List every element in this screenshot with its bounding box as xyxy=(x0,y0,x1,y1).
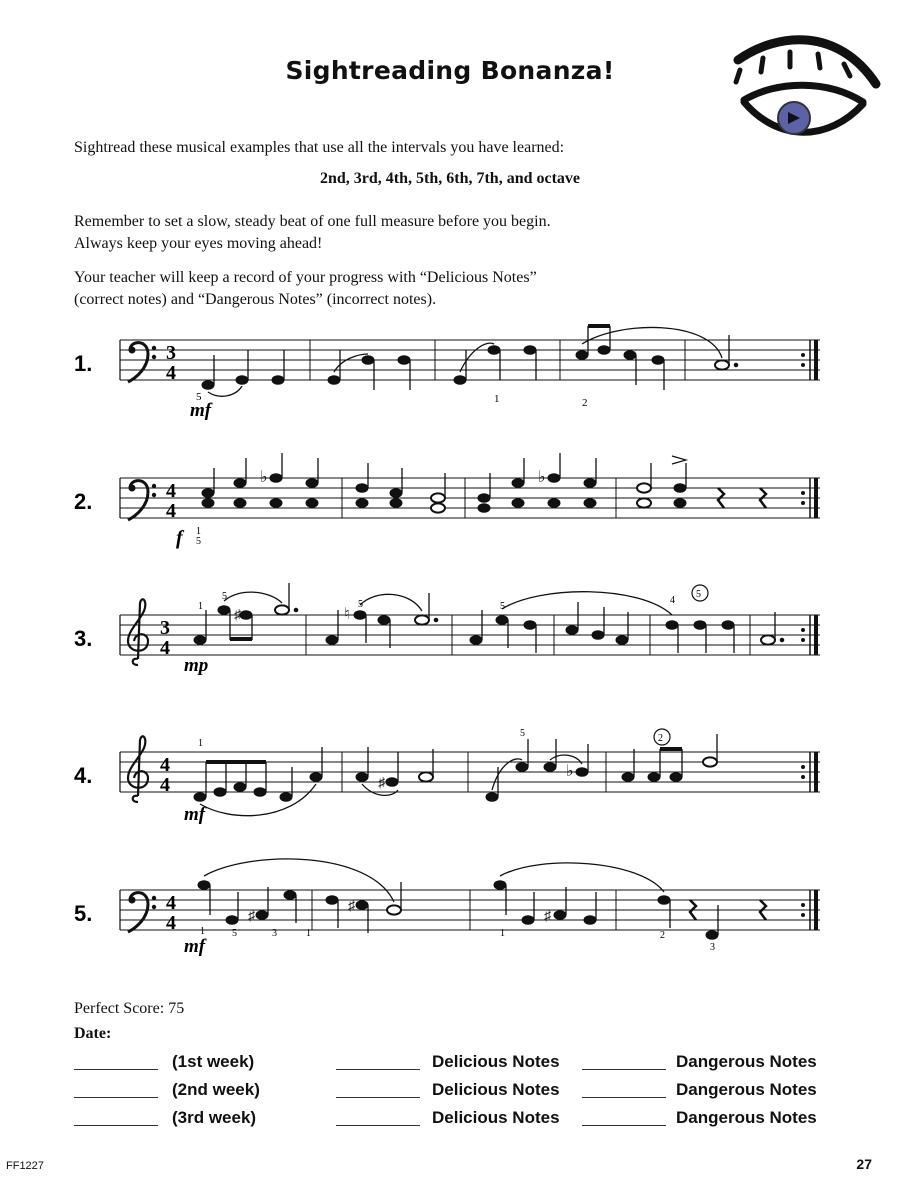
date-blank[interactable] xyxy=(74,1068,158,1070)
fingering: 5 xyxy=(520,728,525,739)
exercise-2 xyxy=(74,453,820,549)
fingering: 5 xyxy=(222,591,227,602)
fingering: 3 xyxy=(710,942,715,953)
teacher-text-1: Your teacher will keep a record of your progress with “Delicious Notes” xyxy=(74,269,537,286)
time-bottom: 4 xyxy=(166,912,176,934)
fingering: 1 xyxy=(500,928,505,939)
fingering: 5 xyxy=(196,536,201,547)
eye-icon xyxy=(728,22,888,152)
dynamic: mf xyxy=(184,936,206,957)
fingering: 5 xyxy=(196,391,202,403)
dangerous-blank[interactable] xyxy=(582,1124,666,1126)
exercise-number: 4. xyxy=(74,763,93,788)
dangerous-label: Dangerous Notes xyxy=(676,1108,817,1127)
dynamic: mf xyxy=(190,400,212,421)
week-label: (1st week) xyxy=(172,1052,255,1071)
dangerous-label: Dangerous Notes xyxy=(676,1052,817,1071)
fingering: 5 xyxy=(696,589,701,600)
fingering: 4 xyxy=(670,595,675,606)
fingering: 1 xyxy=(198,601,203,612)
fingering: 3 xyxy=(272,928,277,939)
delicious-blank[interactable] xyxy=(336,1096,420,1098)
fingering: 5 xyxy=(358,599,363,610)
intro-text: Sightread these musical examples that use all the intervals you have learned: xyxy=(74,139,565,156)
progress-row xyxy=(74,1080,834,1104)
time-bottom: 4 xyxy=(160,637,170,659)
svg-text:♯: ♯ xyxy=(378,776,385,791)
week-label: (3rd week) xyxy=(172,1108,257,1127)
delicious-label: Delicious Notes xyxy=(432,1108,560,1127)
page-title: Sightreading Bonanza! xyxy=(285,56,615,85)
perfect-score-value: 75 xyxy=(168,1000,185,1017)
exercise-number: 2. xyxy=(74,489,93,514)
exercise-number: 3. xyxy=(74,626,93,651)
delicious-blank[interactable] xyxy=(336,1124,420,1126)
progress-row xyxy=(74,1108,834,1132)
svg-text:♯: ♯ xyxy=(234,608,241,623)
fingering: 1 xyxy=(200,926,205,937)
fingering: 1 xyxy=(198,738,203,749)
exercise-4 xyxy=(74,728,820,825)
dangerous-blank[interactable] xyxy=(582,1068,666,1070)
time-top: 4 xyxy=(166,892,176,914)
page-number: 27 xyxy=(856,1156,872,1172)
fingering: 2 xyxy=(660,930,665,941)
time-top: 3 xyxy=(166,342,176,364)
exercise-5 xyxy=(74,859,820,957)
footer-code: FF1227 xyxy=(6,1160,44,1172)
dynamic: f xyxy=(176,527,183,549)
teacher-text-2: (correct notes) and “Dangerous Notes” (incorrect notes). xyxy=(74,291,437,308)
exercise-number: 5. xyxy=(74,901,93,926)
date-blank[interactable] xyxy=(74,1124,158,1126)
time-bottom: 4 xyxy=(160,774,170,796)
fingering: 2 xyxy=(658,733,663,744)
delicious-label: Delicious Notes xyxy=(432,1052,560,1071)
fingering: 1 xyxy=(494,393,500,405)
svg-text:♯: ♯ xyxy=(348,899,355,914)
remember-text-1: Remember to set a slow, steady beat of one full measure before you begin. xyxy=(74,213,551,230)
remember-text-2: Always keep your eyes moving ahead! xyxy=(74,235,323,252)
svg-text:♯: ♯ xyxy=(248,909,255,924)
week-label: (2nd week) xyxy=(172,1080,260,1099)
intervals-list: 2nd, 3rd, 4th, 5th, 6th, 7th, and octave xyxy=(319,170,581,187)
fingering: 5 xyxy=(232,928,237,939)
time-top: 4 xyxy=(160,754,170,776)
exercise-3 xyxy=(74,583,820,676)
time-top: 3 xyxy=(160,617,170,639)
time-bottom: 4 xyxy=(166,500,176,522)
progress-row xyxy=(74,1052,834,1076)
fingering: 1 xyxy=(306,928,311,939)
svg-text:♭: ♭ xyxy=(566,763,574,780)
exercise-1 xyxy=(74,326,820,421)
svg-text:♯: ♯ xyxy=(544,909,551,924)
time-top: 4 xyxy=(166,480,176,502)
delicious-label: Delicious Notes xyxy=(432,1080,560,1099)
time-bottom: 4 xyxy=(166,362,176,384)
dynamic: mf xyxy=(184,804,206,825)
fingering: 1 xyxy=(196,526,201,537)
music-exercises xyxy=(0,320,900,980)
notes xyxy=(194,729,717,801)
dynamic: mp xyxy=(184,655,209,676)
perfect-score-label: Perfect Score: xyxy=(74,1000,165,1017)
fingering: 2 xyxy=(582,397,588,409)
perfect-score xyxy=(74,1000,184,1018)
fingering: 5 xyxy=(500,601,505,612)
dangerous-label: Dangerous Notes xyxy=(676,1080,817,1099)
delicious-blank[interactable] xyxy=(336,1068,420,1070)
svg-text:♭: ♭ xyxy=(260,469,268,486)
svg-text:♮: ♮ xyxy=(344,606,350,623)
date-blank[interactable] xyxy=(74,1096,158,1098)
dangerous-blank[interactable] xyxy=(582,1096,666,1098)
exercise-number: 1. xyxy=(74,351,93,376)
svg-text:♭: ♭ xyxy=(538,469,546,486)
date-label: Date: xyxy=(74,1025,112,1042)
